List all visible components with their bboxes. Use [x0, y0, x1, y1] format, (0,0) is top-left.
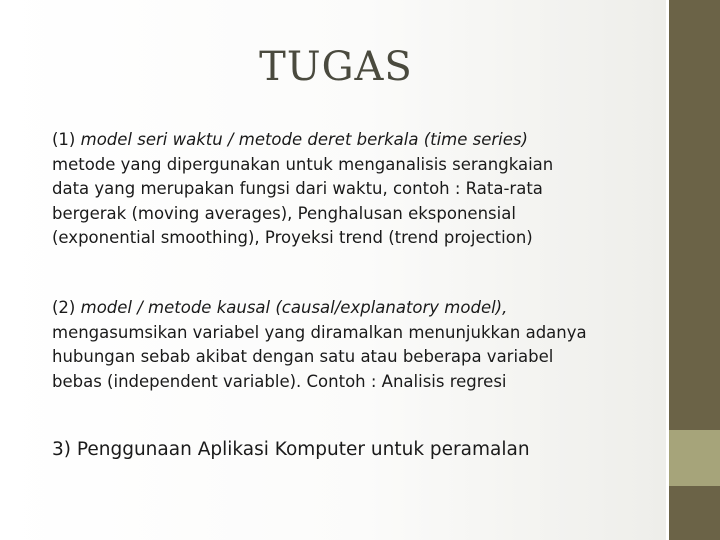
item-number: (2)	[52, 298, 76, 317]
decorative-sidebar-accent	[669, 430, 720, 486]
item-heading	[52, 128, 652, 153]
item-heading-text: model / metode kausal (causal/explanatory model),	[75, 298, 508, 317]
item-body: metode yang dipergunakan untuk menganalisis serangkaian data yang merupakan fungsi dari waktu, contoh : Rata-rata bergerak (moving averages), Penghalusan eksponensial (exponential smoothing), Proyeksi trend (trend projection)	[52, 154, 554, 247]
list-item-causal-model	[52, 296, 652, 394]
item-body: mengasumsikan variabel yang diramalkan menunjukkan adanya hubungan sebab akibat dengan satu atau beberapa variabel bebas (independent variable). Contoh : Analisis regresi	[52, 322, 587, 391]
item-heading	[52, 296, 652, 321]
item-heading-text: model seri waktu / metode deret berkala (time series)	[75, 130, 528, 149]
list-item-computer-application: 3) Penggunaan Aplikasi Komputer untuk peramalan	[52, 439, 530, 460]
slide-title: TUGAS	[259, 44, 413, 90]
list-item-time-series	[52, 128, 652, 251]
item-number: (1)	[52, 130, 76, 149]
